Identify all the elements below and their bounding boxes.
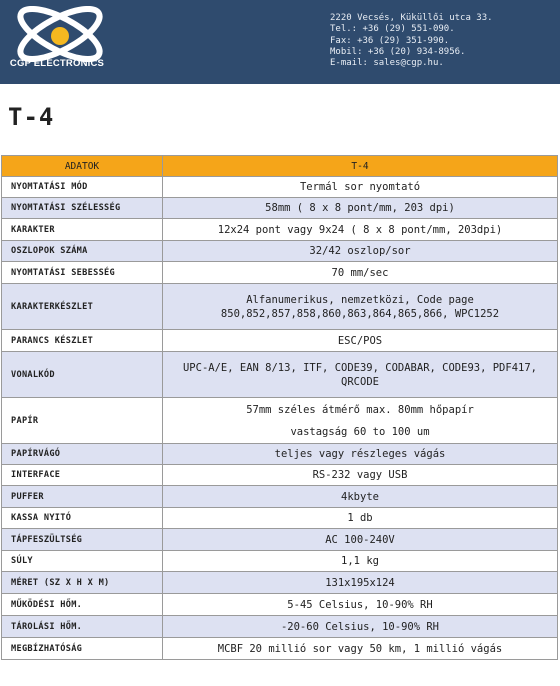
address: 2220 Vecsés, Küküllői utca 33. xyxy=(330,13,493,23)
table-row xyxy=(2,638,558,660)
spec-value: ESC/POS xyxy=(163,330,558,352)
spec-key: SÚLY xyxy=(2,551,163,572)
spec-key: KASSA NYITÓ xyxy=(2,508,163,529)
spec-key: PAPÍRVÁGÓ xyxy=(2,444,163,465)
table-row xyxy=(2,219,558,241)
table-row xyxy=(2,177,558,198)
page-title: T-4 xyxy=(8,103,55,131)
spec-value: 70 mm/sec xyxy=(163,262,558,284)
spec-value: Termál sor nyomtató xyxy=(163,177,558,198)
table-row xyxy=(2,529,558,551)
spec-value xyxy=(163,284,558,330)
fax: Fax: +36 (29) 351-990. xyxy=(330,35,450,46)
spec-value: teljes vagy részleges vágás xyxy=(163,444,558,465)
spec-key: VONALKÓD xyxy=(2,352,163,398)
table-row xyxy=(2,398,558,444)
spec-value-line: Alfanumerikus, nemzetközi, Code page xyxy=(246,293,474,306)
spec-key: NYOMTATÁSI SZÉLESSÉG xyxy=(2,198,163,219)
table-row xyxy=(2,551,558,572)
spec-key: MŰKÖDÉSI HŐM. xyxy=(2,594,163,616)
spec-value: 4kbyte xyxy=(163,486,558,508)
table-header-row xyxy=(2,156,558,177)
spec-key: MÉRET (SZ X H X M) xyxy=(2,572,163,594)
spec-value: AC 100-240V xyxy=(163,529,558,551)
header-value: T-4 xyxy=(163,156,558,177)
table-row xyxy=(2,465,558,486)
spec-value: 32/42 oszlop/sor xyxy=(163,241,558,262)
spec-value: 131x195x124 xyxy=(163,572,558,594)
spec-table xyxy=(1,155,558,660)
spec-key: KARAKTER xyxy=(2,219,163,241)
spec-key: PAPÍR xyxy=(2,398,163,444)
spec-value: 12x24 pont vagy 9x24 ( 8 x 8 pont/mm, 203dpi) xyxy=(163,219,558,241)
spec-value-line: QRCODE xyxy=(341,375,379,388)
spec-key: OSZLOPOK SZÁMA xyxy=(2,241,163,262)
table-row xyxy=(2,198,558,219)
spec-value: 58mm ( 8 x 8 pont/mm, 203 dpi) xyxy=(163,198,558,219)
table-row xyxy=(2,572,558,594)
table-row xyxy=(2,241,558,262)
contact-block xyxy=(330,13,493,69)
table-row xyxy=(2,444,558,465)
spec-value: 1 db xyxy=(163,508,558,529)
spec-value: -20-60 Celsius, 10-90% RH xyxy=(163,616,558,638)
orbit-logo-icon xyxy=(10,6,110,66)
spec-value-line: vastagság 60 to 100 um xyxy=(290,425,430,438)
spec-value xyxy=(163,398,558,444)
spec-key: PUFFER xyxy=(2,486,163,508)
spec-value-line: 57mm széles átmérő max. 80mm hőpapír xyxy=(246,403,474,416)
table-row xyxy=(2,508,558,529)
table-row xyxy=(2,352,558,398)
spec-key: NYOMTATÁSI SEBESSÉG xyxy=(2,262,163,284)
spec-key: PARANCS KÉSZLET xyxy=(2,330,163,352)
header-key: ADATOK xyxy=(2,156,163,177)
spec-value xyxy=(163,352,558,398)
spec-key: INTERFACE xyxy=(2,465,163,486)
spec-key: KARAKTERKÉSZLET xyxy=(2,284,163,330)
spec-value: MCBF 20 millió sor vagy 50 km, 1 millió vágás xyxy=(163,638,558,660)
phone: Tel.: +36 (29) 551-090. xyxy=(330,24,455,35)
table-row xyxy=(2,616,558,638)
spec-value-line: UPC-A/E, EAN 8/13, ITF, CODE39, CODABAR, CODE93, PDF417, xyxy=(182,361,537,374)
table-row xyxy=(2,262,558,284)
letterhead xyxy=(0,0,560,84)
mobile: Mobil: +36 (20) 934-8956. xyxy=(330,46,466,57)
spec-value-line: 850,852,857,858,860,863,864,865,866, WPC1252 xyxy=(220,307,500,320)
spec-value: 1,1 kg xyxy=(163,551,558,572)
spec-key: TÁPFESZÜLTSÉG xyxy=(2,529,163,551)
logo-text: CGP ELECTRONICS xyxy=(9,58,105,69)
spec-key: NYOMTATÁSI MÓD xyxy=(2,177,163,198)
spec-key: MEGBÍZHATÓSÁG xyxy=(2,638,163,660)
table-row xyxy=(2,284,558,330)
spec-value: 5-45 Celsius, 10-90% RH xyxy=(163,594,558,616)
spec-key: TÁROLÁSI HŐM. xyxy=(2,616,163,638)
spec-value: RS-232 vagy USB xyxy=(163,465,558,486)
table-row xyxy=(2,330,558,352)
table-row xyxy=(2,594,558,616)
email: E-mail: sales@cgp.hu. xyxy=(330,58,444,69)
table-row xyxy=(2,486,558,508)
